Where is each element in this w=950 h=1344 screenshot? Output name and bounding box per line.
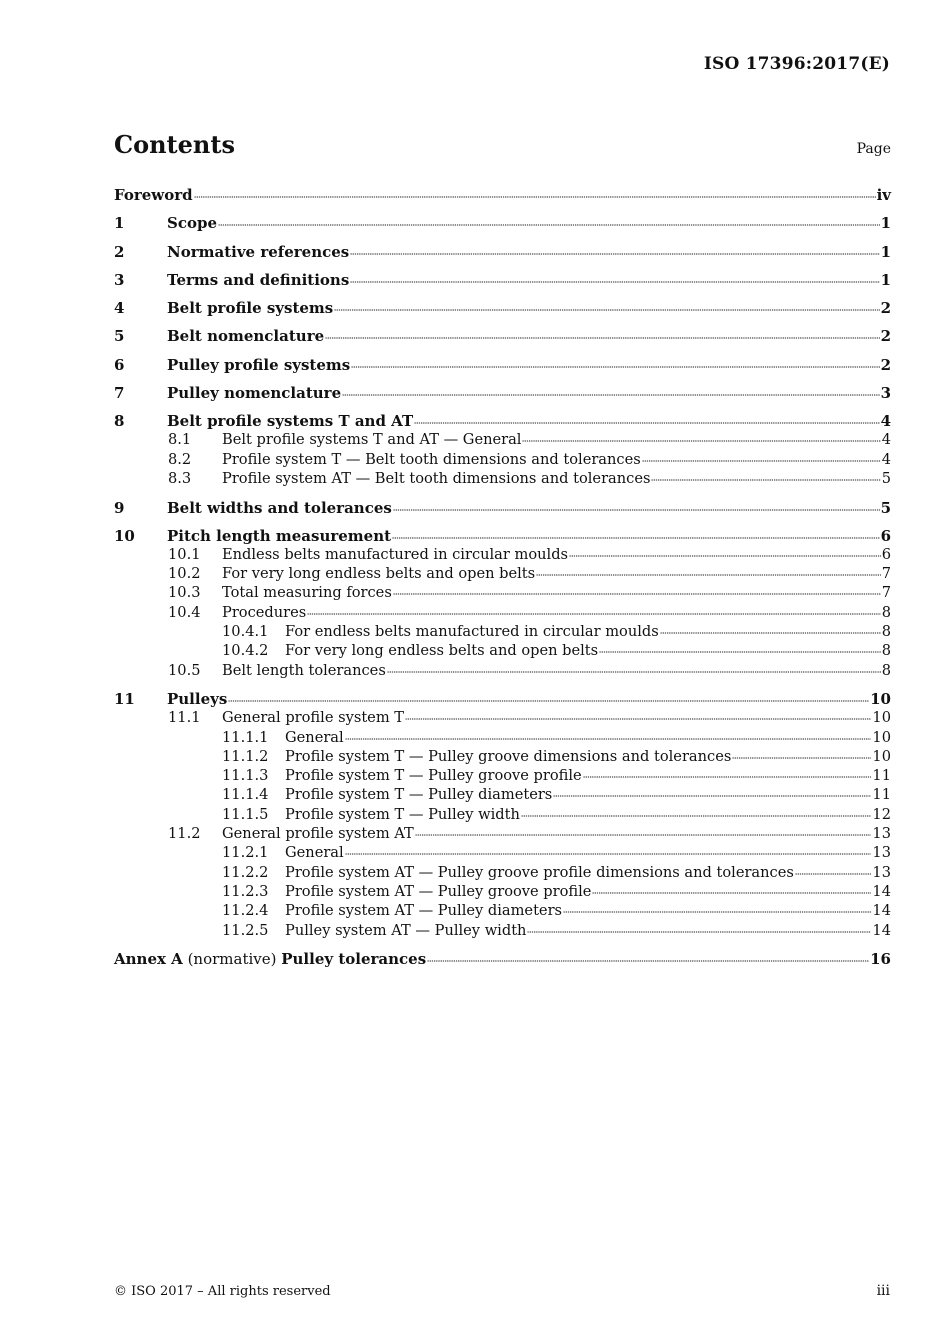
toc-entry-title-text: Pitch length measurement [167,526,392,545]
toc-entry[interactable] [114,356,891,375]
toc-entry[interactable] [114,271,891,290]
toc-entry-number: 11 [114,690,135,709]
dot-leader [307,612,880,616]
toc-entry[interactable] [114,767,891,786]
toc-entry[interactable] [114,922,891,941]
toc-entry[interactable] [114,546,891,565]
toc-entry-title-text: Pulleys [167,690,228,709]
toc-entry-title [222,431,521,448]
toc-entry-number: 6 [114,355,125,374]
toc-entry-title-text: Profile system T — Pulley groove profile [285,767,582,785]
page-number: iii [876,1283,890,1299]
toc-entry-title [167,243,349,261]
toc-entry[interactable] [114,950,891,969]
toc-entry-title [222,565,535,582]
dot-leader [599,650,881,654]
toc-entry-page: 3 [880,384,891,403]
toc-entry-title [285,623,659,640]
toc-entry-number: 11.1.3 [222,767,269,785]
toc-entry-number: 2 [114,242,125,261]
toc-entry-number: 1 [114,214,125,233]
toc-entry-page: 10 [872,709,891,727]
dot-leader [732,756,871,760]
toc-entry-title-text: General profile system AT [222,825,414,843]
dot-leader [642,459,881,463]
toc-entry-title-text: Profile system AT — Pulley groove profile dimensions and tolerances [285,863,794,881]
toc-entry[interactable] [114,709,891,728]
toc-entry-page: 6 [880,526,891,545]
toc-entry-number: 11.1.5 [222,805,269,823]
toc-entry-page: 8 [881,603,891,621]
toc-entry-title [114,950,426,968]
toc-entry-page: 11 [872,767,891,785]
toc-entry[interactable] [114,729,891,748]
toc-entry-page: 1 [880,270,891,289]
toc-entry-page: 1 [880,214,891,233]
toc-entry[interactable] [114,806,891,825]
toc-entry-page: 11 [872,786,891,804]
toc-entry-number: 10.4 [168,603,201,621]
toc-entry-title [222,451,641,468]
dot-leader [553,794,871,798]
dot-leader [334,308,879,312]
dot-leader [583,775,872,779]
toc-entry-title [222,825,414,842]
toc-entry-title-text: Belt widths and tolerances [167,498,392,517]
toc-entry-title [285,748,731,765]
toc-entry-title-text: For endless belts manufactured in circular moulds [285,623,659,641]
toc-entry[interactable] [114,243,891,262]
toc-entry-title-text: Profile system T — Belt tooth dimensions and tolerances [222,450,641,468]
toc-entry-number: 8.1 [168,431,192,449]
toc-entry[interactable] [114,662,891,681]
toc-entry-number: 10 [114,526,135,545]
toc-entry-title-text: Belt length tolerances [222,661,386,679]
dot-leader [392,536,880,540]
toc-entry-page: 1 [880,242,891,261]
dot-leader [569,554,881,558]
toc-entry-number: 4 [114,299,125,318]
toc-entry-number: 10.5 [168,661,201,679]
toc-entry[interactable] [114,642,891,661]
toc-entry[interactable] [114,604,891,623]
toc-entry-title [285,729,344,746]
dot-leader [351,365,879,369]
toc-entry[interactable] [114,384,891,403]
toc-entry-title-text: Belt nomenclature [167,327,325,346]
toc-entry-title [222,709,404,726]
toc-entry-title [285,902,562,919]
toc-entry[interactable] [114,499,891,518]
toc-entry-title [167,690,227,708]
toc-entry[interactable] [114,412,891,431]
toc-entry-title [167,384,341,402]
toc-entry-title-text: General profile system T [222,709,405,727]
toc-entry-number: 9 [114,498,125,517]
toc-entry-title [222,470,650,487]
dot-leader [350,252,879,256]
toc-entry-number: 10.2 [168,565,201,583]
dot-leader [592,891,871,895]
toc-entry-title [167,299,333,317]
toc-entry-title-text: Foreword [114,186,193,204]
dot-leader [651,478,880,482]
toc-entry-page: 4 [881,450,891,468]
dot-leader [350,280,879,284]
toc-entry[interactable] [114,864,891,883]
toc-entry-number: 11.2.2 [222,863,269,881]
table-of-contents [114,186,891,969]
toc-entry-number: 8.3 [168,469,192,487]
toc-entry-title-text: Profile system AT — Belt tooth dimensions and tolerances [222,469,651,487]
toc-entry-title-text: Profile system AT — Pulley groove profile [285,882,592,900]
toc-entry-title-text: Belt profile systems T and AT — General [222,431,522,449]
toc-entry-page: 16 [870,950,891,969]
toc-entry[interactable] [114,902,891,921]
toc-entry[interactable] [114,186,891,205]
dot-leader [393,592,881,596]
page-column-label: Page [856,141,891,157]
toc-entry-page: 2 [880,327,891,346]
dot-leader [527,930,871,934]
dot-leader [393,508,880,512]
toc-entry-title-text: Pulley nomenclature [167,384,342,403]
toc-entry-title [167,271,349,289]
toc-entry-title [285,883,591,900]
toc-entry-title [167,412,413,430]
toc-entry[interactable] [114,883,891,902]
toc-entry-title [285,844,344,861]
toc-entry-title [285,642,598,659]
toc-entry-number: 11.1.4 [222,786,269,804]
toc-entry-page: 2 [880,299,891,318]
toc-entry-title-text: Annex A [114,950,183,969]
document-id: ISO 17396:2017(E) [703,54,890,74]
toc-entry-page: 4 [880,412,891,431]
toc-entry-number: 8.2 [168,450,192,468]
toc-entry-title [114,186,193,204]
toc-entry-title-text: Profile system T — Pulley width [285,805,520,823]
toc-entry-title-text: Pulley system AT — Pulley width [285,921,527,939]
contents-heading-row [114,130,891,159]
toc-entry[interactable] [114,565,891,584]
dot-leader [218,223,880,227]
toc-entry-page: 10 [870,690,891,709]
toc-entry-title-text: Terms and definitions [167,270,350,289]
toc-entry-number: 11.1.2 [222,747,269,765]
toc-entry-title-text: General [285,844,344,862]
toc-entry-page: 14 [872,921,891,939]
toc-entry[interactable] [114,431,891,450]
toc-entry-number: 11.1 [168,709,201,727]
toc-entry-page: 4 [881,431,891,449]
toc-entry-title [285,767,582,784]
toc-entry-page: 5 [881,469,891,487]
dot-leader [325,336,879,340]
dot-leader [345,852,872,856]
dot-leader [414,421,879,425]
toc-entry-title [285,922,526,939]
dot-leader [228,699,869,703]
toc-entry[interactable] [114,470,891,489]
toc-entry-page: 13 [872,825,891,843]
dot-leader [563,910,871,914]
toc-entry-title [222,604,306,621]
toc-entry[interactable] [114,786,891,805]
toc-entry-number: 5 [114,327,125,346]
toc-entry-title [167,327,324,345]
toc-entry-title-text: Profile system AT — Pulley diameters [285,902,563,920]
toc-entry-number: 11.1.1 [222,728,269,746]
toc-entry-title [222,662,386,679]
dot-leader [415,833,872,837]
toc-entry-page: 7 [881,565,891,583]
toc-entry-number: 8 [114,412,125,431]
dot-leader [342,393,879,397]
toc-entry-title-text: For very long endless belts and open belts [285,642,599,660]
toc-entry-annex-type: (normative) [182,950,282,969]
toc-entry-title [167,527,391,545]
toc-entry-title [285,786,552,803]
toc-entry-page: 13 [872,863,891,881]
toc-entry-title [167,214,217,232]
dot-leader [522,439,880,443]
toc-entry-title [222,584,392,601]
toc-entry-page: 7 [881,584,891,602]
toc-entry-page: 14 [872,902,891,920]
dot-leader [405,717,871,721]
toc-entry-page: 6 [881,545,891,563]
toc-entry-number: 11.2.4 [222,902,269,920]
dot-leader [536,573,881,577]
toc-entry[interactable] [114,748,891,767]
toc-entry-title-text: Pulley profile systems [167,355,351,374]
toc-entry[interactable] [114,825,891,844]
toc-entry-number: 10.4.1 [222,623,269,641]
toc-entry-title-text: Scope [167,214,218,233]
toc-entry[interactable] [114,214,891,233]
toc-entry-page: 8 [881,642,891,660]
toc-entry-page: 2 [880,355,891,374]
toc-entry-title [167,499,392,517]
dot-leader [387,670,881,674]
toc-entry-title-text: Procedures [222,603,307,621]
toc-entry-title-text: Belt profile systems [167,299,334,318]
toc-entry[interactable] [114,584,891,603]
contents-title: Contents [114,130,235,159]
toc-entry-annex-title: Pulley tolerances [281,950,427,969]
toc-entry-page: iv [876,186,891,204]
toc-entry-title [167,356,350,374]
dot-leader [660,631,881,635]
toc-entry-number: 11.2.5 [222,921,269,939]
toc-entry-number: 11.2.3 [222,882,269,900]
toc-entry[interactable] [114,451,891,470]
toc-entry-page: 14 [872,882,891,900]
toc-entry-page: 13 [872,844,891,862]
toc-entry-number: 7 [114,384,125,403]
toc-entry[interactable] [114,327,891,346]
toc-entry-title-text: Profile system T — Pulley diameters [285,786,553,804]
toc-entry-title [285,806,520,823]
toc-entry-title [285,864,794,881]
dot-leader [427,959,869,963]
toc-entry-number: 3 [114,270,125,289]
toc-entry-page: 10 [872,747,891,765]
toc-entry-title [222,546,568,563]
toc-entry-title-text: For very long endless belts and open belts [222,565,536,583]
toc-entry-number: 11.2 [168,825,201,843]
toc-entry-page: 8 [881,661,891,679]
toc-entry-page: 10 [872,728,891,746]
toc-entry-title-text: Normative references [167,242,350,261]
toc-entry-title-text: General [285,728,344,746]
toc-entry-page: 12 [872,805,891,823]
toc-entry-number: 10.3 [168,584,201,602]
toc-entry-title-text: Profile system T — Pulley groove dimensions and tolerances [285,747,732,765]
dot-leader [345,737,872,741]
dot-leader [194,195,876,199]
toc-entry-title-text: Total measuring forces [222,584,392,602]
toc-entry-number: 10.1 [168,545,201,563]
toc-entry-number: 11.2.1 [222,844,269,862]
dot-leader [795,872,872,876]
toc-entry-title-text: Endless belts manufactured in circular moulds [222,545,569,563]
toc-entry-page: 8 [881,623,891,641]
toc-entry[interactable] [114,527,891,546]
toc-entry-number: 10.4.2 [222,642,269,660]
toc-entry-title-text: Belt profile systems T and AT [167,412,414,431]
toc-entry[interactable] [114,844,891,863]
copyright-notice: © ISO 2017 – All rights reserved [114,1284,331,1299]
toc-entry[interactable] [114,299,891,318]
toc-entry[interactable] [114,623,891,642]
toc-entry-page: 5 [880,498,891,517]
dot-leader [521,814,872,818]
toc-entry[interactable] [114,690,891,709]
